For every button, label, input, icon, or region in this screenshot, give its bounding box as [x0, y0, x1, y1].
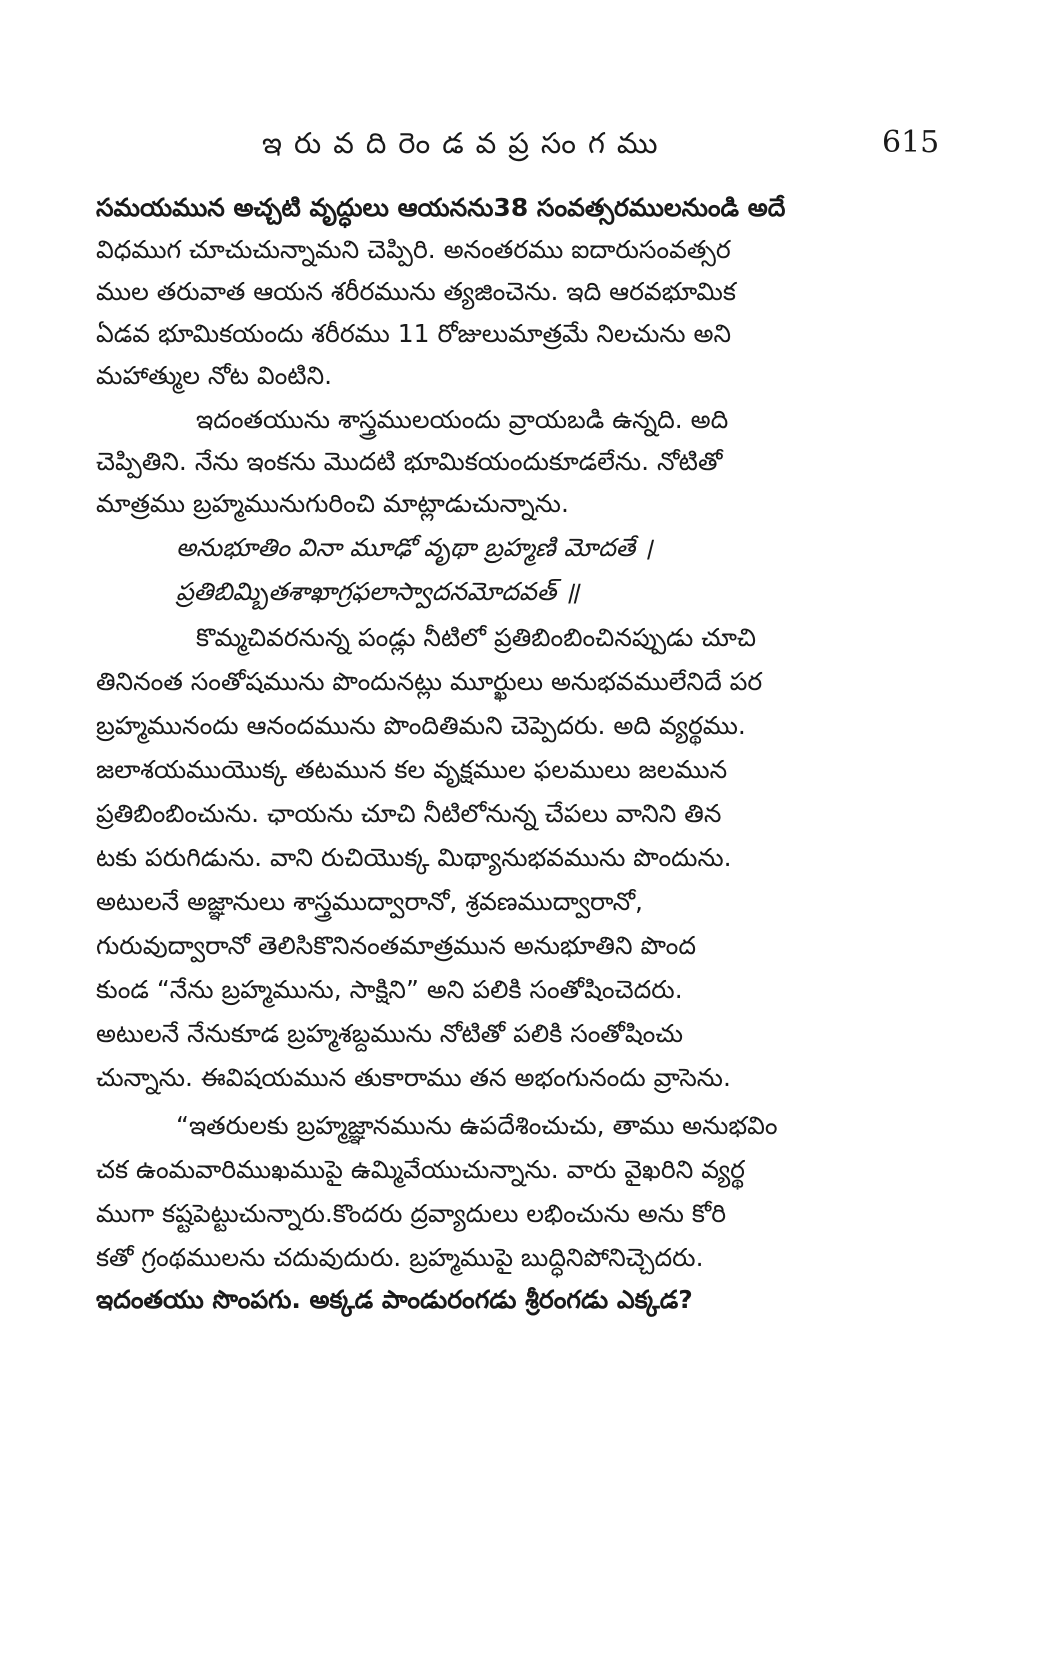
page-number: 615 [882, 125, 940, 160]
text-line: ముల తరువాత ఆయన శరీరమును త్యజించెను. ఇది ఆరవభూమిక [96, 277, 736, 306]
verse-line: ప్రతిబిమ్బితశాఖాగ్రఫలాస్వాదనమోదవత్ ॥ [176, 577, 580, 606]
running-head: ఇరువదిరెండవప్రసంగము [262, 126, 670, 160]
text-line: తినినంత సంతోషమును పొందునట్లు మూర్ఖులు అనుభవములేనిదే పర [96, 667, 763, 696]
text-line: ముగా కష్టపెట్టుచున్నారు.కొందరు ద్రవ్యాదులు లభించును అను కోరి [96, 1199, 727, 1228]
text-line: అటులనే నేనుకూడ బ్రహ్మశబ్దమును నోటితో పలికి సంతోషించు [96, 1019, 683, 1048]
text-line: కొమ్మచివరనున్న పండ్లు నీటిలో ప్రతిబింబించినప్పుడు చూచి [196, 623, 757, 652]
text-line: చక ఉంమవారిముఖముపై ఉమ్మివేయుచున్నాను. వారు వైఖరిని వ్యర్థ [96, 1155, 745, 1184]
text-line: చున్నాను. ఈవిషయమున తుకారాము తన అభంగునందు వ్రాసెను. [96, 1063, 731, 1092]
text-line: అటులనే అజ్ఞానులు శాస్త్రముద్వారానో, శ్రవణముద్వారానో, [96, 887, 643, 916]
text-line: ఏడవ భూమికయందు శరీరము 11 రోజులుమాత్రమే నిలచును అని [96, 319, 732, 348]
text-line: బ్రహ్మమునందు ఆనందమును పొందితిమని చెప్పెదరు. అది వ్యర్థము. [96, 711, 746, 740]
text-line: జలాశయముయొక్క తటమున కల వృక్షముల ఫలములు జలమున [96, 755, 728, 784]
text-line: విధముగ చూచుచున్నామని చెప్పిరి. అనంతరము ఐదారుసంవత్సర [96, 235, 731, 264]
text-line: “ఇతరులకు బ్రహ్మజ్ఞానమును ఉపదేశించుచు, తాము అనుభవిం [176, 1111, 778, 1140]
page-header [0, 118, 1038, 168]
text-line: చెప్పితిని. నేను ఇంకను మొదటి భూమికయందుకూడలేను. నోటితో [96, 447, 723, 476]
text-line: సమయమున అచ్చటి వృద్ధులు ఆయనను38 సంవత్సరములనుండి అదే [96, 193, 786, 222]
text-line: గురువుద్వారానో తెలిసికొనినంతమాత్రమున అనుభూతిని పొంద [96, 931, 696, 960]
text-line: ఇదంతయు సొంపగు. అక్కడ పాండురంగడు శ్రీరంగడు ఎక్కడ? [96, 1285, 693, 1314]
text-line: టకు పరుగిడును. వాని రుచియొక్క మిథ్యానుభవమును పొందును. [96, 843, 732, 872]
verse-line: అనుభూతిం వినా మూఢో వృథా బ్రహ్మణి మోదతే । [176, 533, 653, 562]
text-line: మహాత్ముల నోట వింటిని. [96, 361, 333, 390]
text-line: ప్రతిబింబించును. ఛాయను చూచి నీటిలోనున్న చేపలు వానిని తిన [96, 799, 722, 828]
text-line: కుండ “నేను బ్రహ్మమును, సాక్షిని” అని పలికి సంతోషించెదరు. [96, 975, 683, 1004]
text-line: కతో గ్రంథములను చదువుదురు. బ్రహ్మముపై బుద్ధినిపోనిచ్చెదరు. [96, 1243, 704, 1272]
text-line: ఇదంతయును శాస్త్రములయందు వ్రాయబడి ఉన్నది. అది [196, 405, 729, 434]
text-line: మాత్రము బ్రహ్మమునుగురించి మాట్లాడుచున్నాను. [96, 489, 569, 518]
